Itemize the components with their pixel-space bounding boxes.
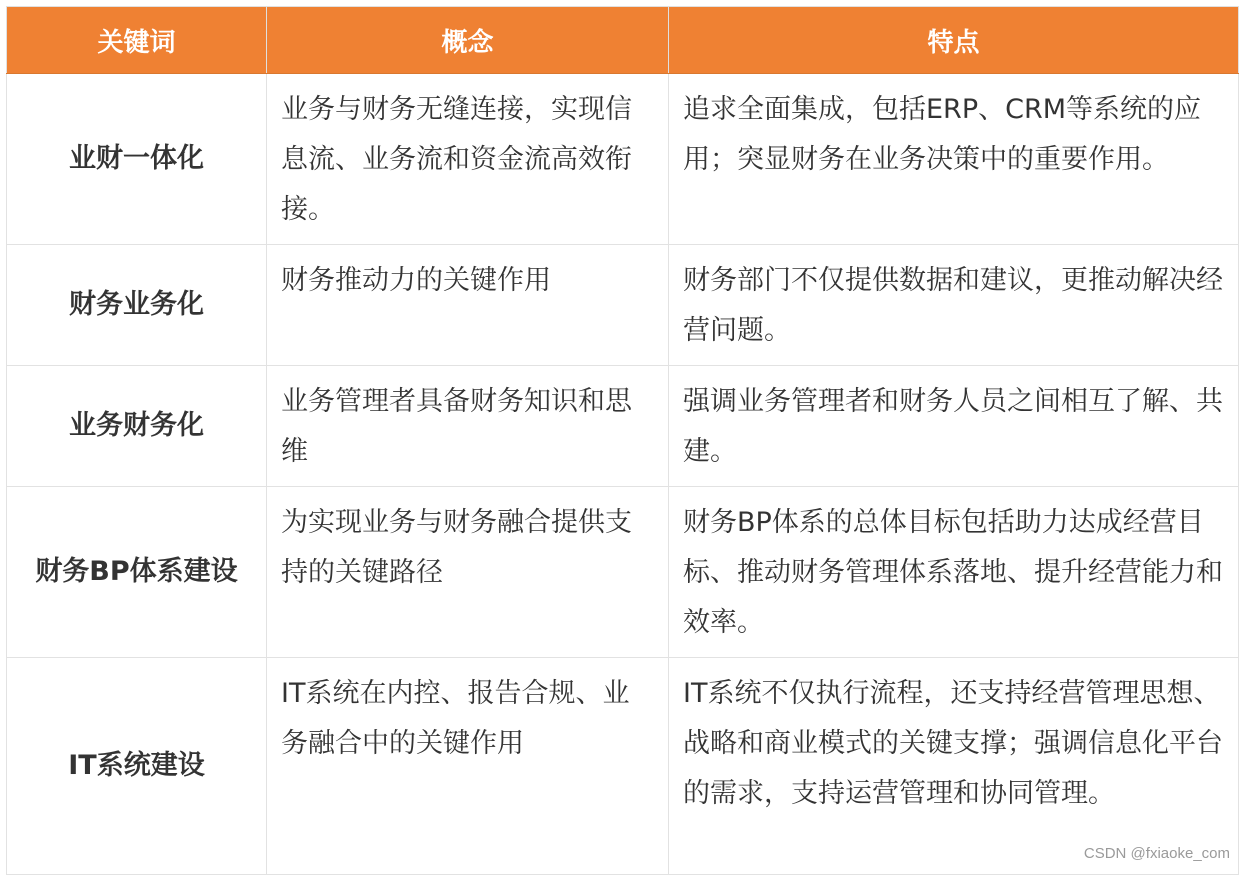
feature-cell: 追求全面集成，包括ERP、CRM等系统的应用；突显财务在业务决策中的重要作用。 bbox=[669, 74, 1239, 245]
table-row bbox=[7, 658, 1239, 875]
keyword-cell: 财务BP体系建设 bbox=[7, 487, 267, 658]
table-row bbox=[7, 74, 1239, 245]
csdn-watermark: CSDN @fxiaoke_com bbox=[1083, 845, 1230, 862]
header-concept: 概念 bbox=[267, 7, 669, 74]
header-row bbox=[7, 7, 1239, 74]
table-row bbox=[7, 366, 1239, 487]
table-row bbox=[7, 487, 1239, 658]
concept-cell: 业务与财务无缝连接，实现信息流、业务流和资金流高效衔接。 bbox=[267, 74, 669, 245]
table-body bbox=[7, 74, 1239, 875]
feature-cell: 财务部门不仅提供数据和建议，更推动解决经营问题。 bbox=[669, 245, 1239, 366]
feature-cell: IT系统不仅执行流程，还支持经营管理思想、战略和商业模式的关键支撑；强调信息化平台的需求，支持运营管理和协同管理。 bbox=[669, 658, 1239, 875]
keyword-cell: 业务财务化 bbox=[7, 366, 267, 487]
feature-cell: 财务BP体系的总体目标包括助力达成经营目标、推动财务管理体系落地、提升经营能力和效率。 bbox=[669, 487, 1239, 658]
keyword-cell: 财务业务化 bbox=[7, 245, 267, 366]
concept-cell: 为实现业务与财务融合提供支持的关键路径 bbox=[267, 487, 669, 658]
table-header bbox=[7, 7, 1239, 74]
feature-cell: 强调业务管理者和财务人员之间相互了解、共建。 bbox=[669, 366, 1239, 487]
concept-cell: 业务管理者具备财务知识和思维 bbox=[267, 366, 669, 487]
header-feature: 特点 bbox=[669, 7, 1239, 74]
comparison-table-container bbox=[6, 6, 1238, 875]
keyword-cell: 业财一体化 bbox=[7, 74, 267, 245]
header-keyword: 关键词 bbox=[7, 7, 267, 74]
table-row bbox=[7, 245, 1239, 366]
comparison-table bbox=[6, 6, 1239, 875]
concept-cell: 财务推动力的关键作用 bbox=[267, 245, 669, 366]
concept-cell: IT系统在内控、报告合规、业务融合中的关键作用 bbox=[267, 658, 669, 875]
keyword-cell: IT系统建设 bbox=[7, 658, 267, 875]
